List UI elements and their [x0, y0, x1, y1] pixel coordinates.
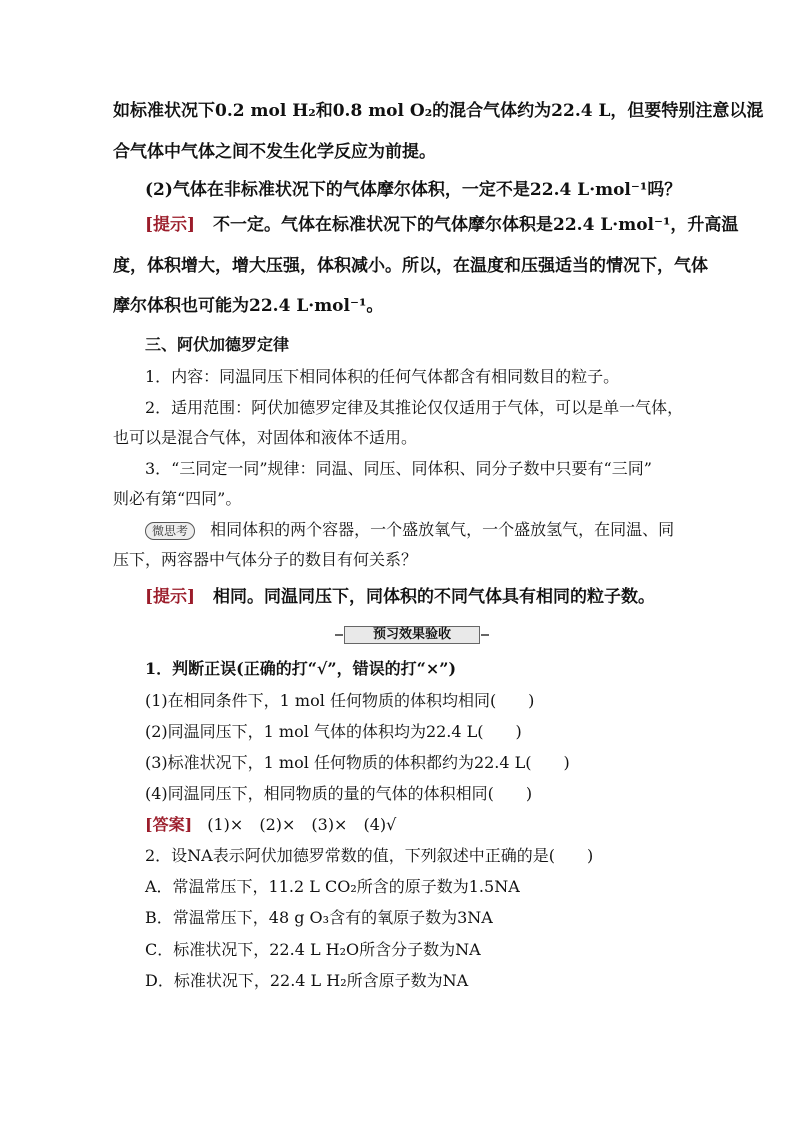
- answer-tag: [答案]: [145, 815, 193, 834]
- think-question-cont: 压下，两容器中气体分子的数目有何关系？: [113, 550, 418, 569]
- exercise-1-item-2: (2)同温同压下，1 mol 气体的体积均为22.4 L( ): [145, 722, 522, 741]
- line-1: 如标准状况下0.2 mol H₂和0.8 mol O₂的混合气体约为22.4 L，但要特别注意以混: [113, 101, 764, 121]
- item-scope: 2．适用范围：阿伏加德罗定律及其推论仅仅适用于气体，可以是单一气体，: [145, 398, 684, 417]
- item-rule-cont: 则必有第“四同”。: [113, 489, 242, 508]
- option-d: D．标准状况下，22.4 L H₂所含原子数为NA: [145, 971, 469, 990]
- hint-text: 相同。同温同压下，同体积的不同气体具有相同的粒子数。: [213, 587, 656, 607]
- section-heading: 三、阿伏加德罗定律: [145, 335, 290, 354]
- think-question: [145, 520, 674, 540]
- hint-2: [145, 215, 738, 235]
- line-2: 合气体中气体之间不发生化学反应为前提。: [113, 142, 436, 162]
- hint-text: 不一定。气体在标准状况下的气体摩尔体积是22.4 L·mol⁻¹，升高温: [213, 215, 739, 235]
- section-banner: 预习效果验收: [344, 626, 480, 644]
- hint-3: [145, 587, 655, 607]
- exercise-1-item-4: (4)同温同压下，相同物质的量的气体的体积相同( ): [145, 784, 533, 803]
- item-rule: 3．“三同定一同”规律：同温、同压、同体积、同分子数中只要有“三同”: [145, 459, 652, 478]
- hint-2-line-2: 度，体积增大，增大压强，体积减小。所以，在温度和压强适当的情况下，气体: [113, 256, 708, 276]
- think-text: 相同体积的两个容器，一个盛放氧气，一个盛放氢气，在同温、同: [210, 520, 675, 539]
- answer-text: (1)× (2)× (3)× (4)√: [207, 815, 397, 834]
- option-c: C．标准状况下，22.4 L H₂O所含分子数为NA: [145, 940, 481, 959]
- exercise-1: 1．判断正误(正确的打“√”，错误的打“×”): [145, 659, 457, 678]
- option-b: B．常温常压下，48 g O₃含有的氧原子数为3NA: [145, 908, 493, 927]
- exercise-1-item-3: (3)标准状况下，1 mol 任何物质的体积都约为22.4 L( ): [145, 753, 570, 772]
- exercise-1-item-1: (1)在相同条件下，1 mol 任何物质的体积均相同( ): [145, 691, 535, 710]
- hint-tag: [提示]: [145, 587, 196, 607]
- option-a: A．常温常压下，11.2 L CO₂所含的原子数为1.5NA: [145, 877, 520, 896]
- question-2: (2)气体在非标准状况下的气体摩尔体积，一定不是22.4 L·mol⁻¹吗？: [145, 180, 682, 200]
- exercise-2: 2．设NA表示阿伏加德罗常数的值，下列叙述中正确的是( ): [145, 846, 594, 865]
- hint-2-line-3: 摩尔体积也可能为22.4 L·mol⁻¹。: [113, 296, 384, 316]
- item-content: 1．内容：同温同压下相同体积的任何气体都含有相同数目的粒子。: [145, 367, 620, 386]
- hint-tag: [提示]: [145, 215, 196, 235]
- item-scope-cont: 也可以是混合气体，对固体和液体不适用。: [113, 428, 418, 447]
- answer-1: [145, 815, 396, 835]
- think-badge: 微思考: [145, 522, 195, 540]
